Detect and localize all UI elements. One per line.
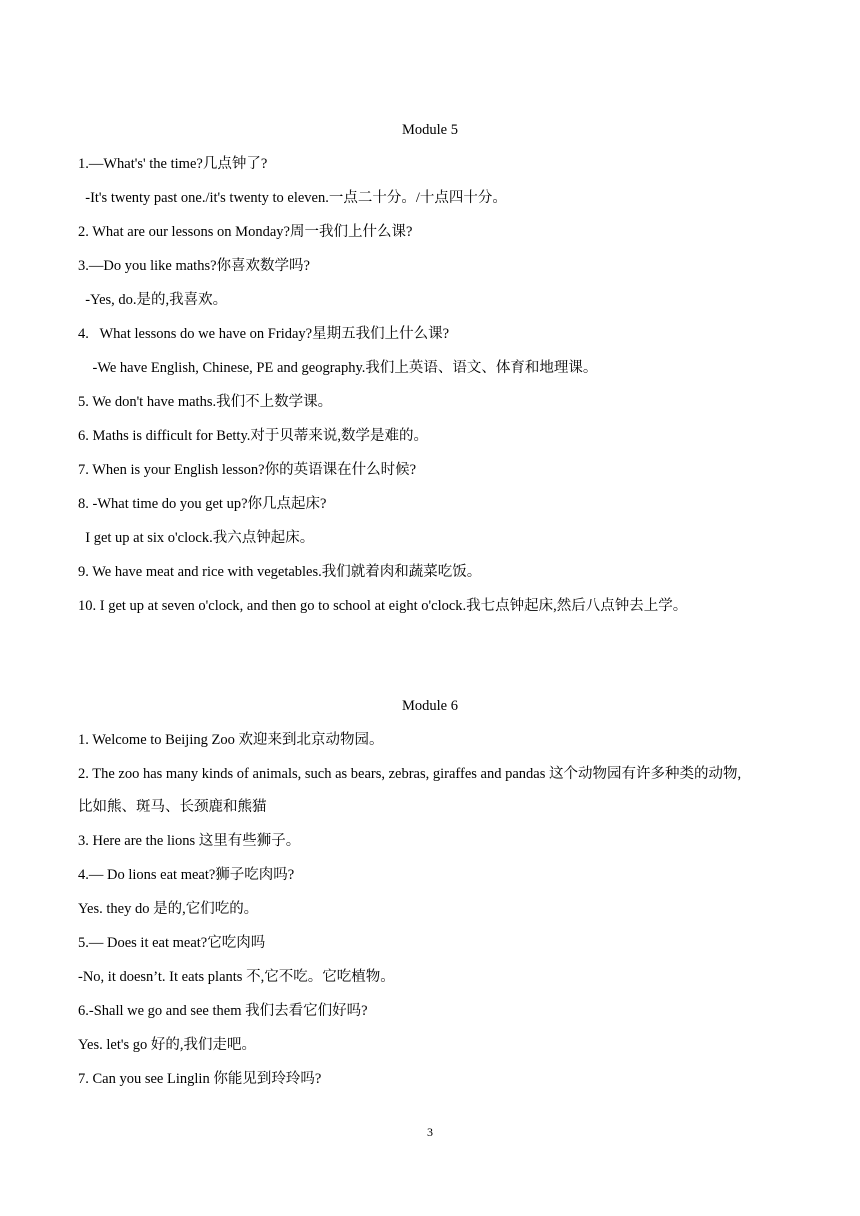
- module-5-line-3: 2. What are our lessons on Monday?周一我们上什么课?: [78, 224, 413, 240]
- module-5-line-4: 3.—Do you like maths?你喜欢数学吗?: [78, 258, 310, 274]
- module-5-line-2: -It's twenty past one./it's twenty to eleven.一点二十分。/十点四十分。: [78, 190, 507, 206]
- module-6-line-10: Yes. let's go 好的,我们走吧。: [78, 1037, 256, 1053]
- page-number: 3: [427, 1125, 433, 1139]
- module-6-line-11: 7. Can you see Linglin 你能见到玲玲吗?: [78, 1071, 322, 1087]
- module-5-line-14: 10. I get up at seven o'clock, and then go to school at eight o'clock.我七点钟起床,然后八点钟去上学。: [78, 598, 688, 614]
- module-5-line-13: 9. We have meat and rice with vegetables.我们就着肉和蔬菜吃饭。: [78, 564, 482, 580]
- module-5-line-1: 1.—What's' the time?几点钟了?: [78, 156, 268, 172]
- module-5-line-7: -We have English, Chinese, PE and geography.我们上英语、语文、体育和地理课。: [78, 360, 598, 376]
- module-5-line-6: 4. What lessons do we have on Friday?星期五我们上什么课?: [78, 326, 450, 342]
- module-6-line-6: Yes. they do 是的,它们吃的。: [78, 901, 259, 917]
- module-5-line-8: 5. We don't have maths.我们不上数学课。: [78, 394, 333, 410]
- module-6-line-3: 比如熊、斑马、长颈鹿和熊猫: [78, 799, 267, 815]
- module-5-line-11: 8. -What time do you get up?你几点起床?: [78, 496, 327, 512]
- module-6-line-5: 4.— Do lions eat meat?狮子吃肉吗?: [78, 867, 295, 883]
- module-5-line-9: 6. Maths is difficult for Betty.对于贝蒂来说,数学是难的。: [78, 428, 428, 444]
- module-6-line-1: 1. Welcome to Beijing Zoo 欢迎来到北京动物园。: [78, 732, 384, 748]
- module-5-line-5: -Yes, do.是的,我喜欢。: [78, 292, 228, 308]
- module-6-line-7: 5.— Does it eat meat?它吃肉吗: [78, 935, 266, 951]
- module-5-line-12: I get up at six o'clock.我六点钟起床。: [78, 530, 315, 546]
- module-6-line-2: 2. The zoo has many kinds of animals, such as bears, zebras, giraffes and pandas 这个动物园有许多种类的动物,: [78, 766, 742, 782]
- module-5-line-10: 7. When is your English lesson?你的英语课在什么时候?: [78, 462, 417, 478]
- module-6-line-4: 3. Here are the lions 这里有些狮子。: [78, 833, 301, 849]
- module-6-line-9: 6.-Shall we go and see them 我们去看它们好吗?: [78, 1003, 368, 1019]
- module-5-heading: Module 5: [402, 122, 458, 138]
- module-6-line-8: -No, it doesn’t. It eats plants 不,它不吃。它吃植物。: [78, 969, 395, 985]
- module-6-heading: Module 6: [402, 698, 458, 714]
